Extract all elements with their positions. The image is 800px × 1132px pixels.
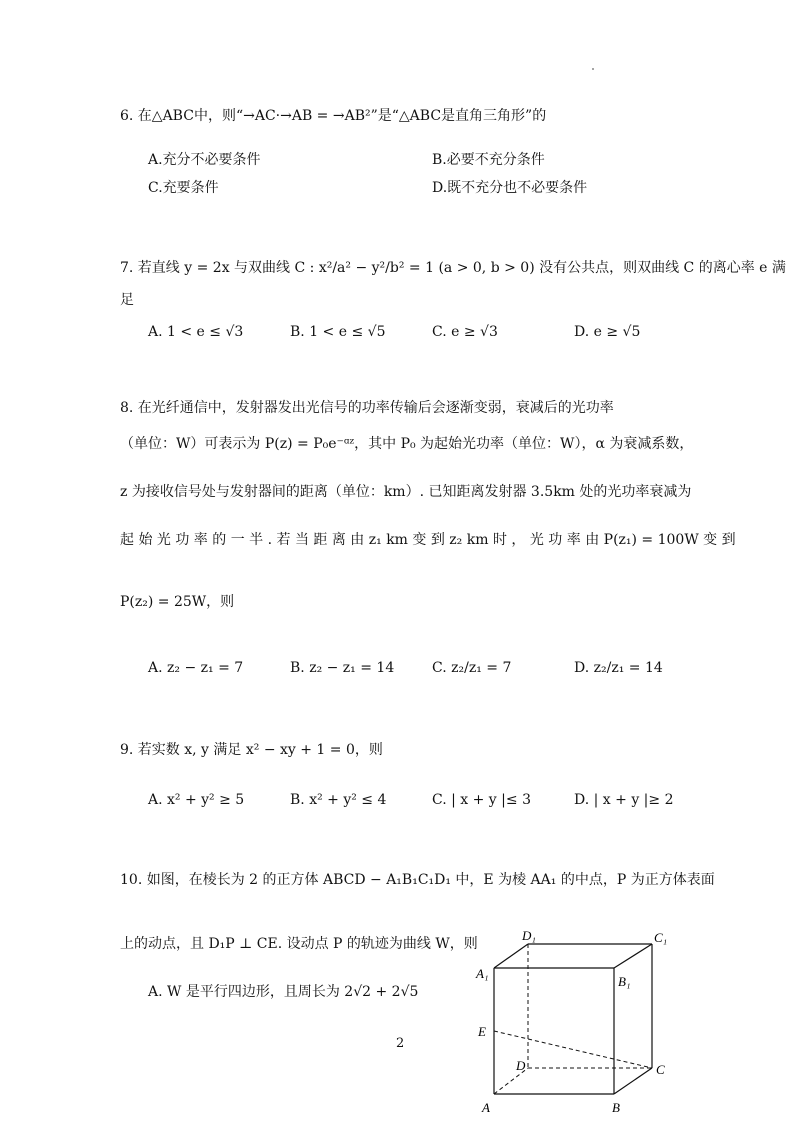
label-E: E [478,1024,486,1039]
q8-line1: 8. 在光纤通信中，发射器发出光信号的功率传输后会逐渐变弱，衰减后的光功率 [120,400,614,416]
q7-stem-line1: 7. 若直线 y = 2x 与双曲线 C : x²/a² − y²/b² = 1 (a > 0, b > 0) 没有公共点，则双曲线 C 的离心率 e 满 [120,260,786,276]
q10-option-a: A. W 是平行四边形，且周长为 2√2 + 2√5 [148,984,419,1000]
q9-stem: 9. 若实数 x, y 满足 x² − xy + 1 = 0，则 [120,742,383,758]
page-number: 2 [396,1036,405,1051]
label-D: D [516,1058,526,1073]
q6-option-c: C.充要条件 [148,180,219,196]
q7-option-d: D. e ≥ √5 [574,324,641,340]
cube-figure [470,928,710,1128]
edge-A1D1 [494,944,528,968]
q6-option-b: B.必要不充分条件 [432,152,545,168]
q8-option-a: A. z₂ − z₁ = 7 [148,660,244,676]
edge-BC [614,1068,652,1094]
edge-B1C1 [614,944,652,968]
label-B: B [612,1100,620,1115]
q8-line3: z 为接收信号处与发射器间的距离（单位：km）. 已知距离发射器 3.5km 处的光功率衰减为 [120,484,692,500]
q8-line5: P(z₂) = 25W，则 [120,594,235,610]
q8-option-b: B. z₂ − z₁ = 14 [290,660,395,676]
q7-stem-line2: 足 [120,292,134,308]
q7-option-a: A. 1 < e ≤ √3 [148,324,244,340]
q7-option-b: B. 1 < e ≤ √5 [290,324,386,340]
q8-option-c: C. z₂/z₁ = 7 [432,660,512,676]
q8-line2: （单位：W）可表示为 P(z) = P₀e⁻ᵅᶻ，其中 P₀ 为起始光功率（单位：W），α 为衰减系数， [120,436,694,452]
q8-line4: 起 始 光 功 率 的 一 半 . 若 当 距 离 由 z₁ km 变 到 z₂ km 时 ， 光 功 率 由 P(z₁) = 100W 变 到 [120,532,736,548]
q10-line1: 10. 如图，在棱长为 2 的正方体 ABCD − A₁B₁C₁D₁ 中，E 为棱 AA₁ 的中点，P 为正方体表面 [120,872,715,888]
scan-speck [592,68,594,70]
label-B1: B₁ [618,974,631,989]
q9-option-d: D. | x + y |≥ 2 [574,792,674,808]
q9-option-c: C. | x + y |≤ 3 [432,792,531,808]
q7-option-c: C. e ≥ √3 [432,324,498,340]
q8-option-d: D. z₂/z₁ = 14 [574,660,663,676]
label-D1: D₁ [522,928,536,943]
q6-option-d: D.既不充分也不必要条件 [432,180,588,196]
label-C: C [656,1062,665,1077]
q9-option-a: A. x² + y² ≥ 5 [148,792,245,808]
q10-line2: 上的动点，且 D₁P ⊥ CE. 设动点 P 的轨迹为曲线 W，则 [120,936,478,952]
q6-stem: 6. 在△ABC中，则“→AC·→AB = →AB²”是“△ABC是直角三角形”的 [120,108,547,124]
label-A1: A₁ [476,966,489,981]
q6-option-a: A.充分不必要条件 [148,152,261,168]
label-A: A [482,1100,490,1115]
q9-option-b: B. x² + y² ≤ 4 [290,792,387,808]
label-C1: C₁ [654,930,668,945]
